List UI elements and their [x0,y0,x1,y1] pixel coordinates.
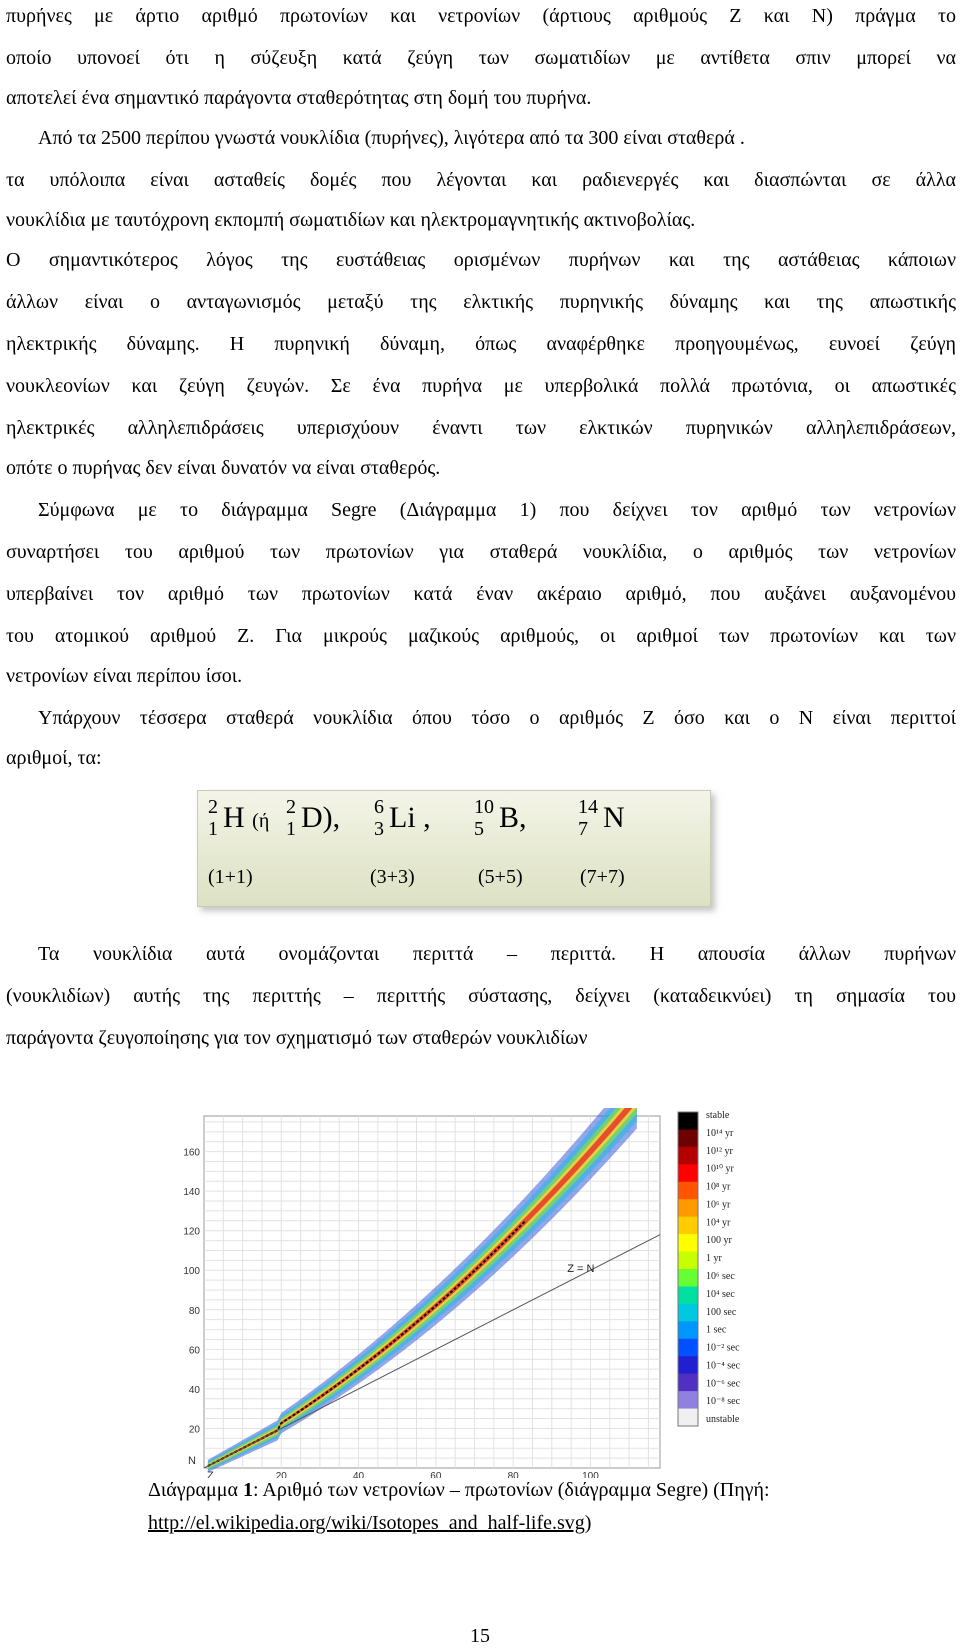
colorbar-swatch [678,1321,698,1339]
colorbar-swatch [678,1374,698,1392]
odd-odd-nuclides-box [197,790,711,907]
caption-text: : Αριθμό των νετρονίων – πρωτονίων (διάγραμμα Segre) (Πηγή: [252,1479,770,1501]
p2-line3: νουκλίδια με ταυτόχρονη εκπομπή σωματιδίων και ηλεκτρομαγνητικής ακτινοβολίας. [6,209,696,231]
p4-line1: Σύμφωνα με το διάγραμμα Segre (Διάγραμμα 1) που δείχνει τον αριθμό των νετρονίων [38,499,956,521]
pair-h: (1+1) [208,866,253,888]
nuclide-h [208,796,270,840]
colorbar-swatch [678,1199,698,1217]
caption-number: 1 [242,1479,253,1501]
li-symbol: Li , [389,801,431,834]
pair-b: (5+5) [478,866,523,888]
nuclide-li [374,796,431,840]
colorbar-swatch [678,1112,698,1130]
p3-line1: Ο σημαντικότερος λόγος της ευστάθειας ορισμένων πυρήνων και της αστάθειας κάποιων [6,249,956,271]
colorbar-label: unstable [706,1414,740,1426]
x-axis-label: Z [207,1470,214,1478]
colorbar-swatch [678,1164,698,1182]
p5-line2: αριθμοί, τα: [6,747,102,769]
p3-line6: οπότε ο πυρήνας δεν είναι δυνατόν να είναι σταθερός. [6,457,441,479]
y-tick-label: 80 [188,1305,200,1317]
x-tick-label: 100 [582,1471,599,1478]
p3-line4: νουκλεονίων και ζεύγη ζευγών. Σε ένα πυρήνα με υπερβολικά πολλά πρωτόνια, οι απωστικές [6,375,956,397]
h-atomic: 1 [208,818,218,840]
colorbar-label: 10⁻⁴ sec [706,1360,741,1372]
b-symbol: B, [499,801,527,834]
p4-line3: υπερβαίνει τον αριθμό των πρωτονίων κατά έναν ακέραιο αριθμό, που αυξάνει αυξανομένου [6,583,956,605]
nuclide-n [578,796,625,840]
p3-line5: ηλεκτρικές αλληλεπιδράσεις υπερισχύουν έναντι των ελκτικών πυρηνικών αλληλεπιδράσεων, [6,417,956,439]
y-tick-label: 140 [183,1187,200,1199]
d-atomic: 1 [286,818,296,840]
y-tick-label: 120 [183,1226,200,1238]
colorbar-label: 1 yr [706,1253,722,1265]
colorbar-swatch [678,1269,698,1287]
caption-prefix: Διάγραμμα [148,1479,243,1501]
p5-line1: Υπάρχουν τέσσερα σταθερά νουκλίδια όπου τόσο ο αριθμός Z όσο και ο N είναι περιττοί [38,707,956,729]
colorbar-swatch [678,1129,698,1147]
colorbar-swatch [678,1339,698,1357]
colorbar-label: 1 sec [706,1324,727,1336]
colorbar-label: 10⁻⁸ sec [706,1396,741,1408]
p6-line3: παράγοντα ζευγοποίησης για τον σχηματισμό των σταθερών νουκλιδίων [6,1027,588,1049]
x-tick-label: 80 [507,1471,519,1478]
colorbar-label: 10⁴ yr [706,1217,731,1229]
p4-line2: συναρτήσει του αριθμού των πρωτονίων για σταθερά νουκλίδια, ο αριθμός των νετρονίων [6,541,956,563]
colorbar-label: 10⁻² sec [706,1342,740,1354]
x-tick-label: 40 [353,1471,365,1478]
x-tick-label: 20 [275,1471,287,1478]
n-mass: 14 [578,796,598,818]
colorbar-label: 100 yr [706,1235,732,1247]
colorbar-label: 10⁶ yr [706,1199,731,1211]
colorbar-label: 10¹⁴ yr [706,1127,734,1139]
colorbar-label: 10¹⁰ yr [706,1163,734,1175]
b-atomic: 5 [474,818,484,840]
colorbar-swatch [678,1356,698,1374]
p3-line3: ηλεκτρικής δύναμης. Η πυρηνική δύναμη, όπως αναφέρθηκε προηγουμένως, ευνοεί ζεύγη [6,333,956,355]
colorbar-label: 100 sec [706,1306,737,1318]
colorbar-swatch [678,1391,698,1409]
x-tick-label: 60 [430,1471,442,1478]
colorbar-swatch [678,1147,698,1165]
z-equals-n-label: Z = N [567,1263,595,1276]
page-number: 15 [470,1625,490,1647]
y-tick-label: 100 [183,1266,200,1278]
h-symbol: H [223,801,245,834]
d-mass: 2 [286,796,296,818]
nuclide-b [474,796,527,840]
y-tick-label: 20 [188,1424,200,1436]
d-symbol: D), [301,801,341,834]
p2-line1: Από τα 2500 περίπου γνωστά νουκλίδια (πυρήνες), λιγότερα από τα 300 είναι σταθερά . [38,127,745,149]
p3-line2: άλλων είναι ο ανταγωνισμός μεταξύ της ελκτικής πυρηνικής δύναμης και της απωστικής [6,291,956,313]
n-symbol: N [603,801,625,834]
colorbar-label: 10⁻⁶ sec [706,1378,741,1390]
p6-line1: Τα νουκλίδια αυτά ονομάζονται περιττά – περιττά. Η απουσία άλλων πυρήνων [38,943,956,965]
li-mass: 6 [374,796,384,818]
colorbar-label: 10⁶ sec [706,1271,735,1282]
colorbar-swatch [678,1252,698,1270]
p4-line4: του ατομικού αριθμού Z. Για μικρούς μαζικούς αριθμούς, οι αριθμοί των πρωτονίων και των [6,625,956,647]
colorbar-label: stable [706,1110,730,1121]
colorbar-swatch [678,1217,698,1235]
or-text: (ή [252,810,270,832]
colorbar-swatch [678,1234,698,1252]
colorbar-swatch [678,1182,698,1200]
p1-line1: πυρήνες με άρτιο αριθμό πρωτονίων και νετρονίων (άρτιους αριθμούς Z και N) πράγμα το [6,5,956,27]
pair-li: (3+3) [370,866,415,888]
segre-chart [178,1108,798,1478]
colorbar-label: 10⁴ sec [706,1288,735,1300]
colorbar-label: 10¹² yr [706,1145,733,1157]
colorbar-swatch [678,1304,698,1322]
p2-line2: τα υπόλοιπα είναι ασταθείς δομές που λέγονται και ραδιενεργές και διασπώνται σε άλλα [6,169,956,191]
pair-n: (7+7) [580,866,625,888]
b-mass: 10 [474,796,494,818]
h-mass: 2 [208,796,218,818]
colorbar-label: 10⁸ yr [706,1181,731,1193]
p6-line2: (νουκλιδίων) αυτής της περιττής – περιττής σύστασης, δείχνει (καταδεικνύει) τη σημασία του [6,985,956,1007]
y-axis-label: N [188,1455,196,1467]
caption-suffix: ) [584,1512,592,1534]
p1-line3: αποτελεί ένα σημαντικό παράγοντα σταθερότητας στη δομή του πυρήνα. [6,87,592,109]
n-atomic: 7 [578,818,588,840]
y-tick-label: 40 [188,1384,200,1396]
colorbar-swatch [678,1409,698,1427]
p4-line5: νετρονίων είναι περίπου ίσοι. [6,665,243,687]
y-tick-label: 60 [188,1345,200,1357]
y-tick-label: 160 [183,1147,200,1159]
colorbar-swatch [678,1286,698,1304]
li-atomic: 3 [374,818,384,840]
nuclide-d [286,796,341,840]
source-link[interactable]: http://el.wikipedia.org/wiki/Isotopes_and_half-life.svg [148,1512,585,1534]
caption-source [148,1513,591,1533]
p1-line2: οποίο υπονοεί ότι η σύζευξη κατά ζεύγη των σωματιδίων με αντίθετα σπιν μπορεί να [6,47,956,69]
figure-caption [148,1480,770,1500]
